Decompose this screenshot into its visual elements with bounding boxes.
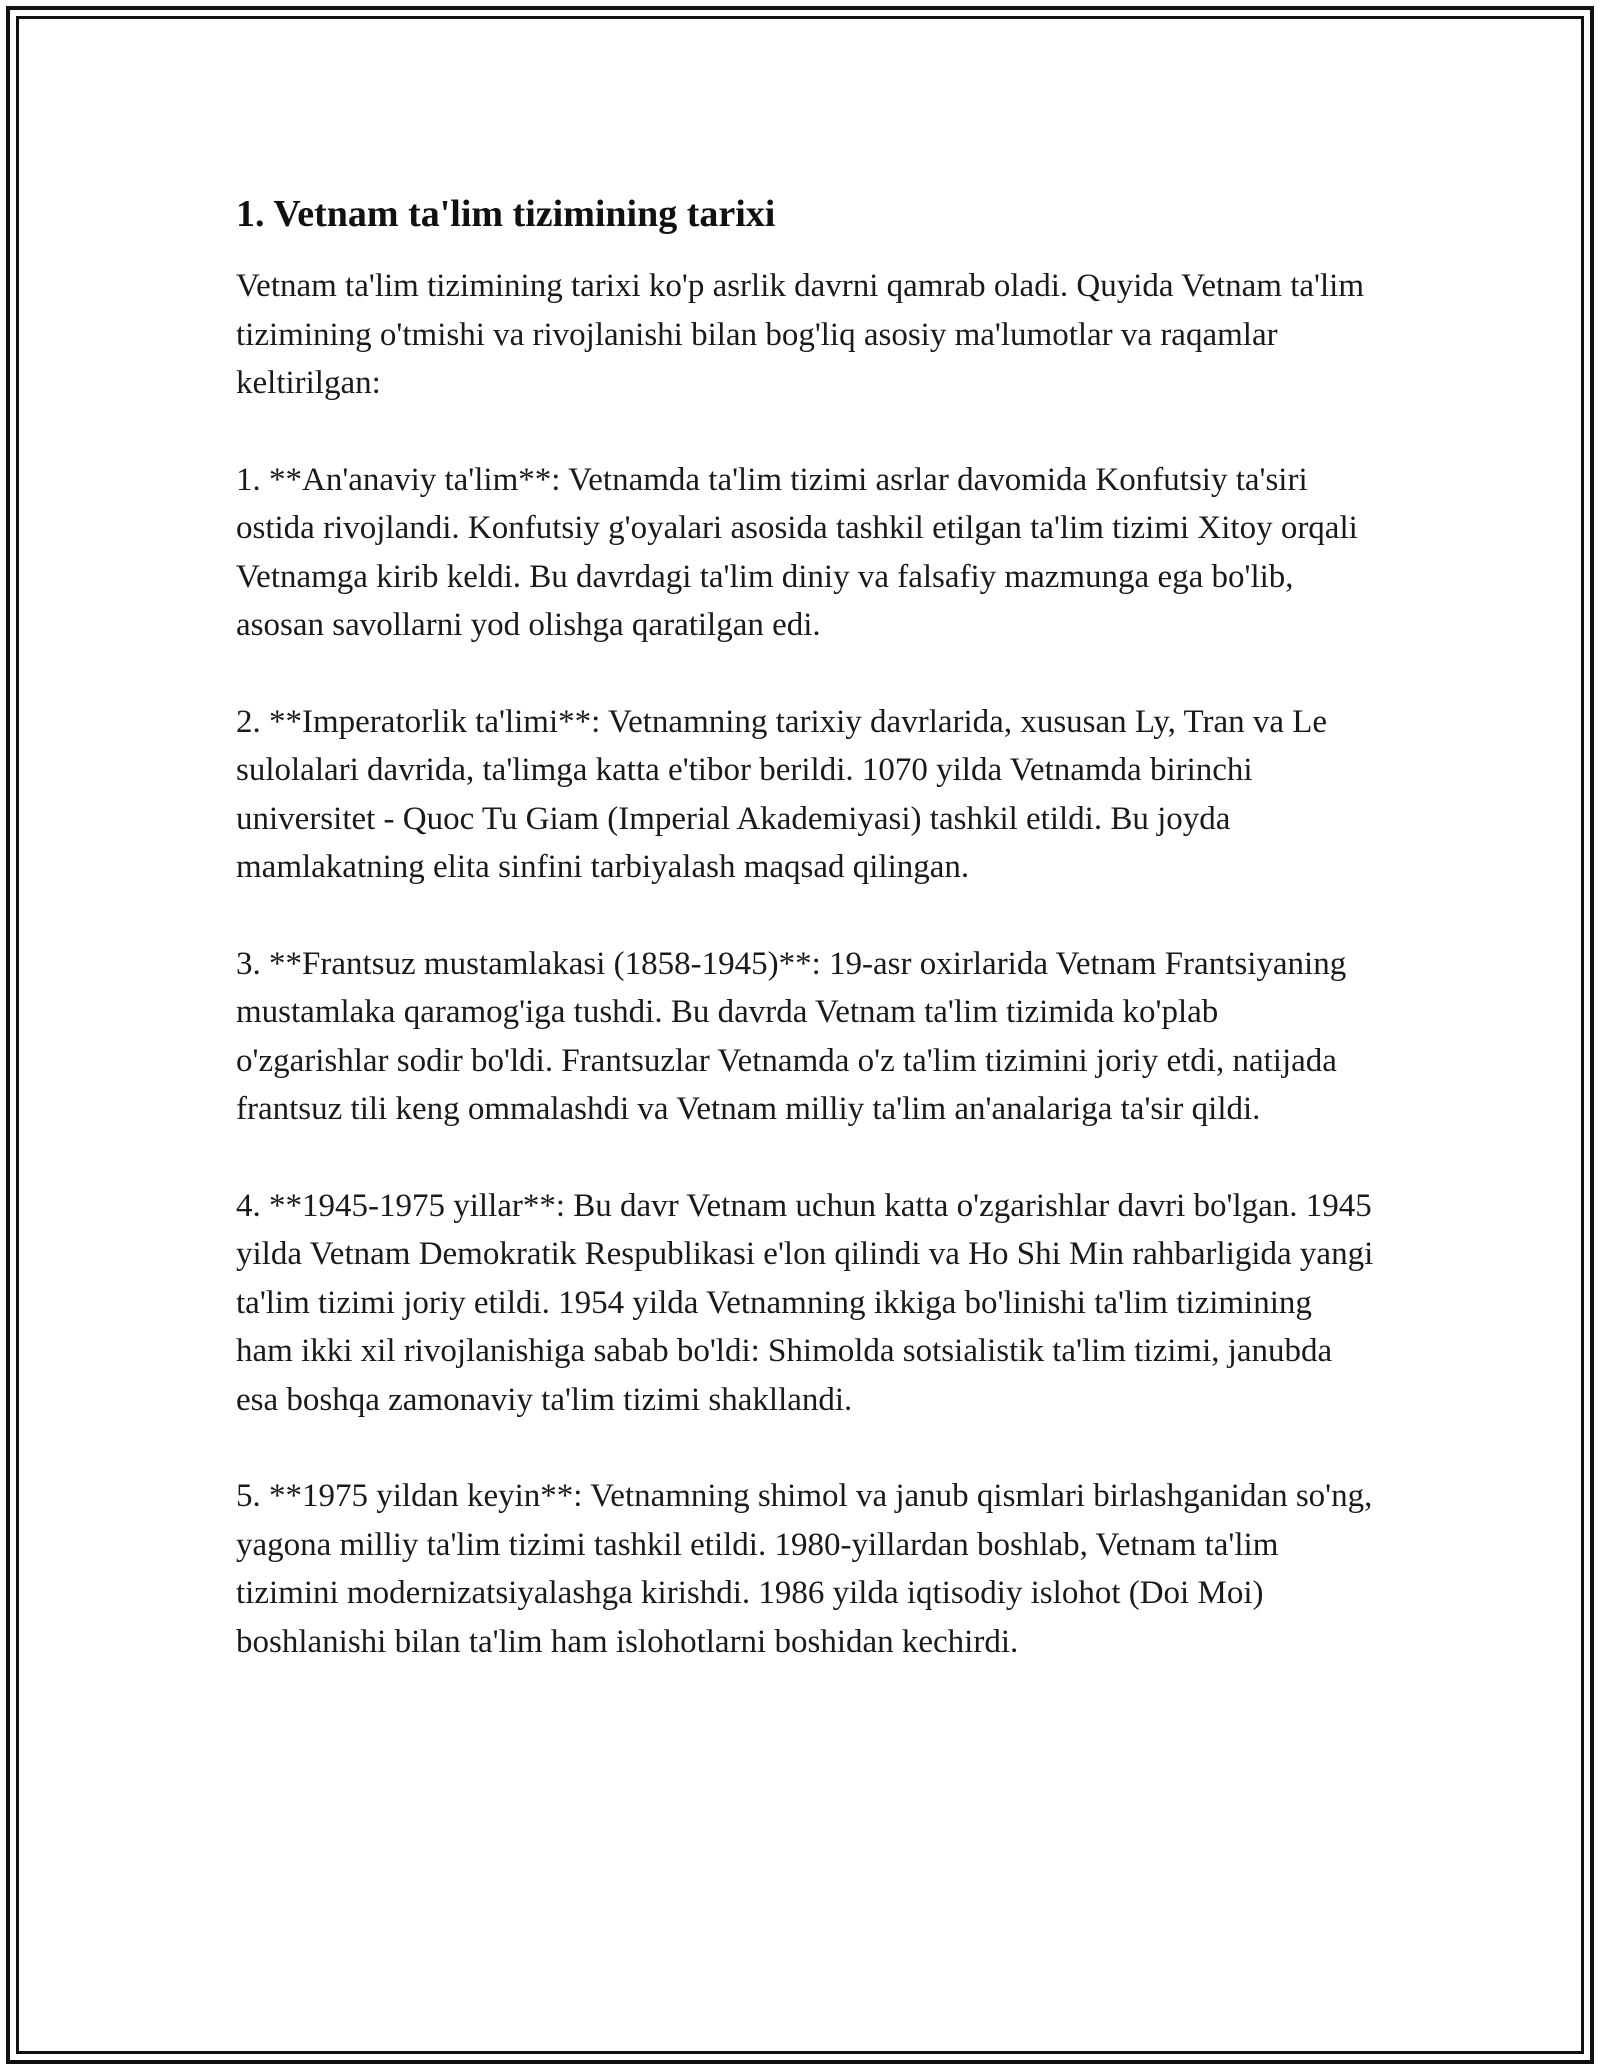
list-item: 4. **1945-1975 yillar**: Bu davr Vetnam uchun katta o'zgarishlar davri bo'lgan. 1945 yilda Vetnam Demokratik Respublikasi e'lon qilindi va Ho Shi Min rahbarligida yangi ta'lim tizimi joriy etildi. 1954 yilda Vetnamning ikkiga bo'linishi ta'lim tizimining ham ikki xil rivojlanishiga sabab bo'ldi: Shimolda sotsialistik ta'lim tizimi, janubda esa boshqa zamonaviy ta'lim tizimi shakllandi.	[236, 1187, 1374, 1418]
document-body	[236, 188, 1376, 1714]
list-item: 2. **Imperatorlik ta'limi**: Vetnamning tarixiy davrlarida, xususan Ly, Tran va Le sulolalari davrida, ta'limga katta e'tibor berildi. 1070 yilda Vetnamda birinchi universitet - Quoc Tu Giam (Imperial Akademiyasi) tashkil etildi. Bu joyda mamlakatning elita sinfini tarbiyalash maqsad qilingan.	[236, 703, 1328, 885]
intro-paragraph: Vetnam ta'lim tizimining tarixi ko'p asrlik davrni qamrab oladi. Quyida Vetnam ta'lim tizimining o'tmishi va rivojlanishi bilan bog'liq asosiy ma'lumotlar va raqamlar keltirilgan:	[236, 268, 1364, 401]
list-item: 1. **An'anaviy ta'lim**: Vetnamda ta'lim tizimi asrlar davomida Konfutsiy ta'siri ostida rivojlandi. Konfutsiy g'oyalari asosida tashkil etilgan ta'lim tizimi Xitoy orqali Vetnamga kirib keldi. Bu davrdagi ta'lim diniy va falsafiy mazmunga ega bo'lib, asosan savollarni yod olishga qaratilgan edi.	[236, 461, 1358, 643]
list-item: 3. **Frantsuz mustamlakasi (1858-1945)**: 19-asr oxirlarida Vetnam Frantsiyaning mustamlaka qaramog'iga tushdi. Bu davrda Vetnam ta'lim tizimida ko'plab o'zgarishlar sodir bo'ldi. Frantsuzlar Vetnamda o'z ta'lim tizimini joriy etdi, natijada frantsuz tili keng ommalashdi va Vetnam milliy ta'lim an'analariga ta'sir qildi.	[236, 945, 1347, 1127]
list-item: 5. **1975 yildan keyin**: Vetnamning shimol va janub qismlari birlashganidan so'ng, yagona milliy ta'lim tizimi tashkil etildi. 1980-yillardan boshlab, Vetnam ta'lim tizimini modernizatsiyalashga kirishdi. 1986 yilda iqtisodiy islohot (Doi Moi) boshlanishi bilan ta'lim ham islohotlarni boshidan kechirdi.	[236, 1478, 1373, 1660]
section-heading: 1. Vetnam ta'lim tizimining tarixi	[236, 193, 776, 235]
